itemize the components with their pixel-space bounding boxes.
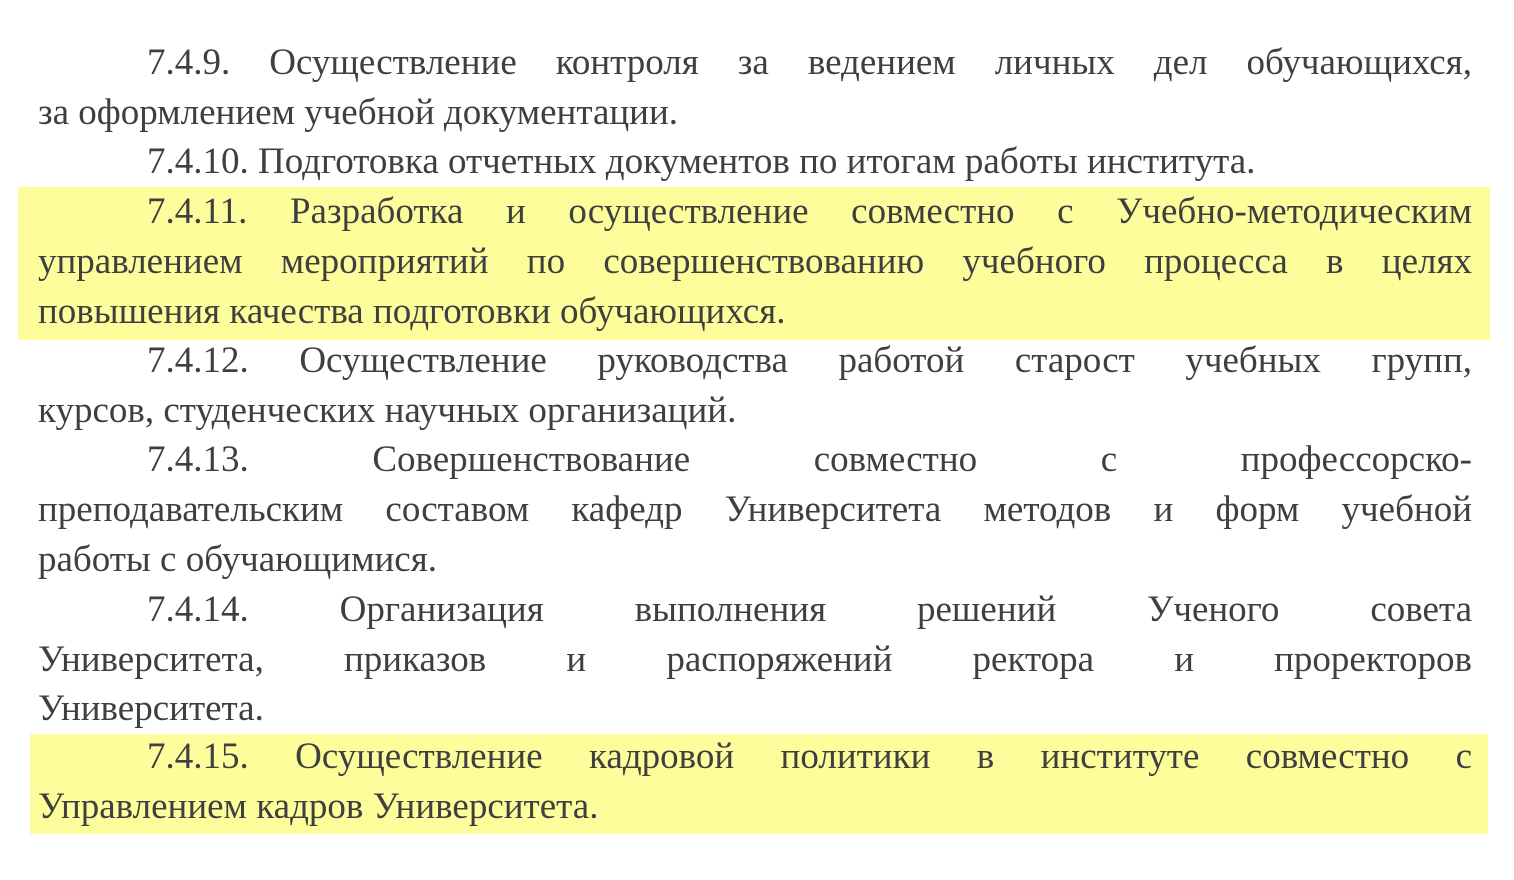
paragraph-7-4-11-line-3: повышения качества подготовки обучающихся.: [38, 291, 786, 332]
paragraph-7-4-11-line-2: управлением мероприятий по совершенствованию учебного процесса в целях: [38, 241, 1472, 282]
paragraph-7-4-14-line-2: Университета, приказов и распоряжений ректора и проректоров: [38, 639, 1472, 680]
paragraph-7-4-12-line-1: 7.4.12. Осуществление руководства работой старост учебных групп,: [147, 340, 1472, 381]
paragraph-7-4-13-line-3: работы с обучающимися.: [38, 539, 437, 580]
paragraph-7-4-13-line-2: преподавательским составом кафедр Университета методов и форм учебной: [38, 489, 1472, 530]
paragraph-7-4-10-line-1: 7.4.10. Подготовка отчетных документов по итогам работы института.: [147, 141, 1256, 182]
paragraph-7-4-12-line-2: курсов, студенческих научных организаций.: [38, 390, 737, 431]
paragraph-7-4-14-line-3: Университета.: [38, 688, 264, 729]
paragraph-7-4-9-line-2: за оформлением учебной документации.: [38, 92, 679, 133]
paragraph-7-4-13-line-1: 7.4.13. Совершенствование совместно с профессорско-: [147, 439, 1472, 480]
paragraph-7-4-9-line-1: 7.4.9. Осуществление контроля за ведением личных дел обучающихся,: [147, 42, 1472, 83]
paragraph-7-4-15-line-2: Управлением кадров Университета.: [38, 786, 599, 827]
paragraph-7-4-14-line-1: 7.4.14. Организация выполнения решений Ученого совета: [147, 589, 1472, 630]
paragraph-7-4-15-line-1: 7.4.15. Осуществление кадровой политики в институте совместно с: [147, 736, 1472, 777]
paragraph-7-4-11-line-1: 7.4.11. Разработка и осуществление совместно с Учебно-методическим: [147, 191, 1472, 232]
